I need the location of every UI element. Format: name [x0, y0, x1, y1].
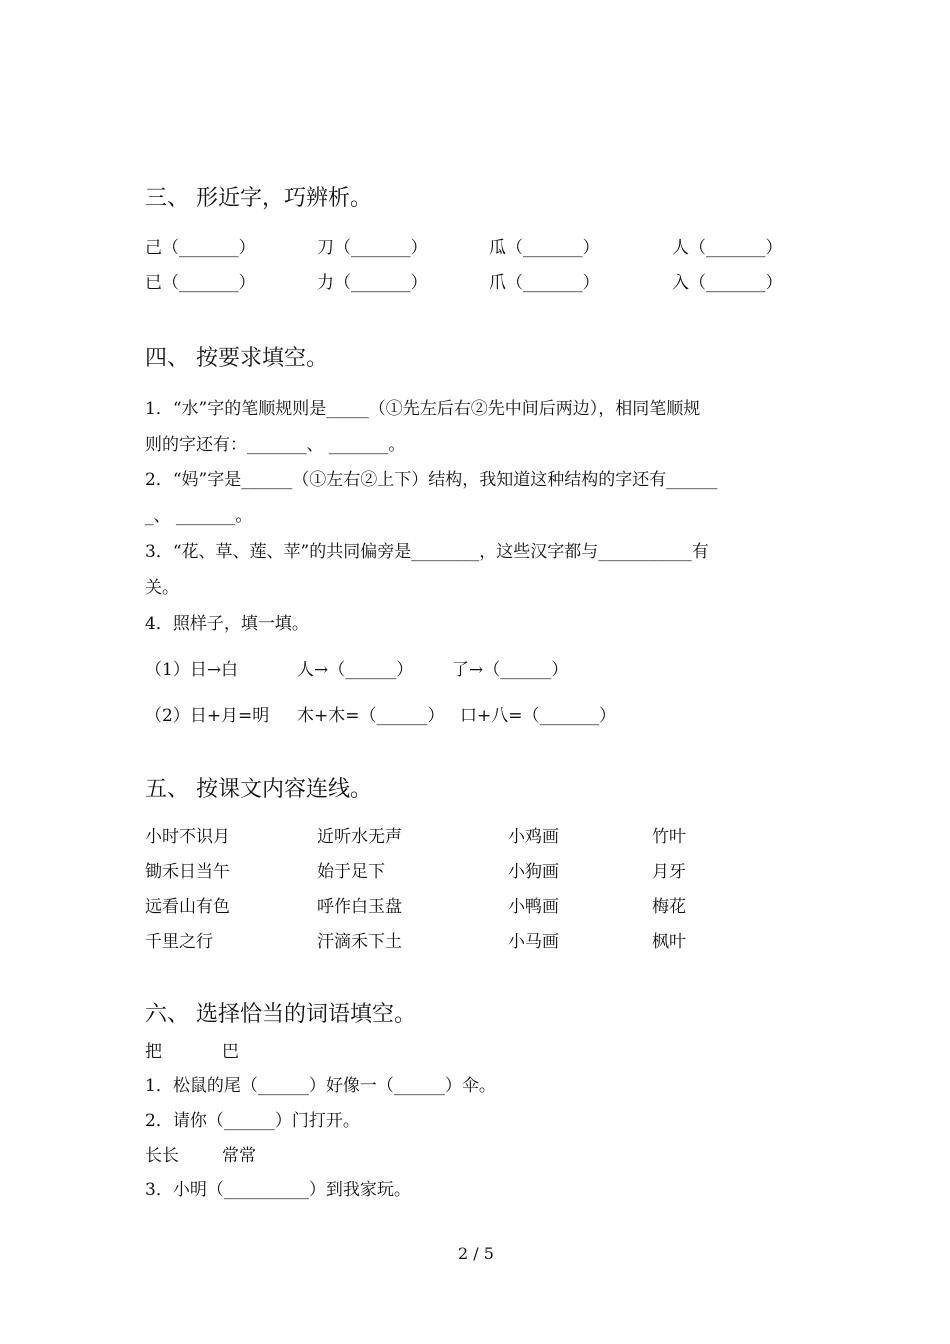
section5-title: 五、 按课文内容连线。: [145, 777, 372, 802]
match-item: 梅花: [652, 897, 686, 917]
match-item: 千里之行: [145, 932, 213, 952]
word-choice: 常常: [222, 1146, 256, 1166]
example-blank: 木+木=（______）: [297, 706, 445, 726]
question-line: 3．小明（__________）到我家玩。: [145, 1180, 411, 1200]
question-line: 关。: [145, 578, 179, 598]
question-line: 2．“妈”字是______（①左右②上下）结构，我知道这种结构的字还有______: [145, 470, 718, 490]
match-item: 始于足下: [317, 862, 385, 882]
example-blank: 人→（______）: [297, 660, 414, 680]
section3-title: 三、 形近字，巧辨析。: [145, 186, 372, 211]
match-item: 小马画: [508, 932, 559, 952]
match-item: 近听水无声: [317, 827, 402, 847]
word-choice: 长长: [145, 1146, 179, 1166]
example-blank: 口+八=（_______）: [460, 706, 616, 726]
question-line: _、 _______。: [145, 506, 253, 526]
section6-title: 六、 选择恰当的词语填空。: [145, 1002, 416, 1027]
section4-title: 四、 按要求填空。: [145, 346, 328, 371]
match-item: 月牙: [652, 862, 686, 882]
match-item: 小狗画: [508, 862, 559, 882]
match-item: 小鸭画: [508, 897, 559, 917]
word-choice: 巴: [222, 1042, 239, 1062]
char-pair-cell: 刀（_______）: [317, 238, 428, 258]
char-pair-cell: 入（_______）: [672, 273, 783, 293]
question-line: 1．“水”字的笔顺规则是_____（①先左后右②先中间后两边），相同笔顺规: [145, 399, 701, 419]
question-line: 1．松鼠的尾（______）好像一（______）伞。: [145, 1076, 496, 1096]
match-item: 竹叶: [652, 827, 686, 847]
match-item: 呼作白玉盘: [317, 897, 402, 917]
example-blank: 了→（______）: [452, 660, 569, 680]
example-label: （2）日+月=明: [145, 706, 270, 726]
question-line: 4．照样子，填一填。: [145, 614, 309, 634]
example-label: （1）日→白: [145, 660, 239, 680]
match-item: 锄禾日当午: [145, 862, 230, 882]
char-pair-cell: 爪（_______）: [489, 273, 600, 293]
char-pair-cell: 己（_______）: [145, 238, 256, 258]
char-pair-cell: 瓜（_______）: [489, 238, 600, 258]
char-pair-cell: 人（_______）: [672, 238, 783, 258]
match-item: 枫叶: [652, 932, 686, 952]
char-pair-cell: 力（_______）: [317, 273, 428, 293]
match-item: 远看山有色: [145, 897, 230, 917]
page-number: 2 / 5: [458, 1244, 494, 1263]
char-pair-cell: 已（_______）: [145, 273, 256, 293]
question-line: 2．请你（______）门打开。: [145, 1111, 360, 1131]
question-line: 则的字还有：_______、 _______。: [145, 435, 406, 455]
word-choice: 把: [145, 1042, 162, 1062]
match-item: 汗滴禾下土: [317, 932, 402, 952]
question-line: 3．“花、草、莲、苹”的共同偏旁是________，这些汉字都与___________有: [145, 542, 709, 562]
match-item: 小鸡画: [508, 827, 559, 847]
match-item: 小时不识月: [145, 827, 230, 847]
